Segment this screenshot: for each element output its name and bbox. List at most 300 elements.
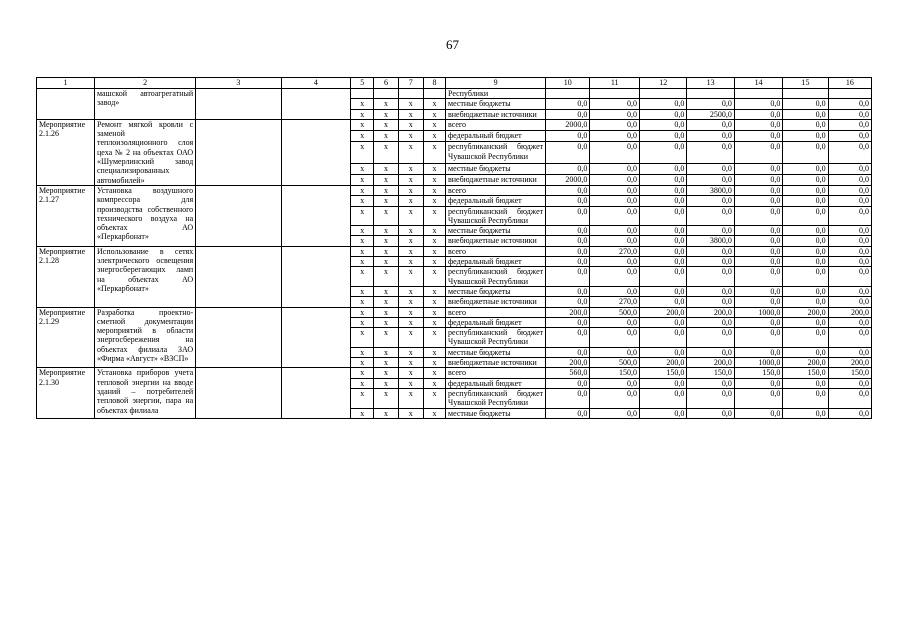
value-cell: 2000,0 — [546, 119, 590, 130]
description-cell: Установка воздушного компрессора для производства собственного технического воздуха на объектах АО «Перкарбонат» — [94, 185, 195, 246]
code-mark-cell: х — [423, 236, 445, 246]
value-cell: 0,0 — [828, 185, 871, 195]
value-cell: 0,0 — [828, 257, 871, 267]
value-cell: 0,0 — [783, 163, 828, 174]
value-cell: 150,0 — [687, 368, 734, 378]
value-cell: 0,0 — [590, 196, 640, 206]
value-cell: 270,0 — [590, 297, 640, 307]
description-cell: Использование в сетях электрического освещения энергосберегающих ламп на объектах АО «Перкарбонат» — [94, 246, 195, 307]
code-mark-cell: х — [374, 408, 398, 418]
code-mark-cell: х — [351, 328, 374, 348]
value-cell: 0,0 — [734, 267, 782, 287]
funding-source-cell: всего — [446, 119, 546, 130]
description-cell: машской автоагрегатный завод» — [94, 89, 195, 120]
code-mark-cell: х — [398, 358, 423, 368]
column-number-cell: 14 — [734, 78, 782, 89]
value-cell: 0,0 — [687, 388, 734, 408]
empty-cell — [196, 89, 281, 120]
value-cell: 0,0 — [734, 163, 782, 174]
table-row — [37, 185, 872, 195]
column-number-cell: 6 — [374, 78, 398, 89]
value-cell: 0,0 — [687, 378, 734, 388]
funding-source-cell: местные бюджеты — [446, 286, 546, 296]
code-mark-cell: х — [351, 226, 374, 236]
value-cell: 0,0 — [687, 286, 734, 296]
code-mark-cell: х — [374, 185, 398, 195]
value-cell: 0,0 — [546, 236, 590, 246]
table-row — [37, 119, 872, 130]
code-mark-cell: х — [423, 119, 445, 130]
table-row — [37, 89, 872, 99]
value-cell: 0,0 — [687, 142, 734, 163]
value-cell: 0,0 — [546, 297, 590, 307]
column-number-cell: 12 — [639, 78, 686, 89]
value-cell: 500,0 — [590, 358, 640, 368]
value-cell: 0,0 — [590, 185, 640, 195]
value-cell: 0,0 — [639, 196, 686, 206]
value-cell: 0,0 — [783, 257, 828, 267]
code-mark-cell: х — [423, 297, 445, 307]
value-cell: 0,0 — [734, 328, 782, 348]
value-cell: 0,0 — [687, 257, 734, 267]
value-cell: 0,0 — [687, 347, 734, 357]
code-mark-cell: х — [398, 119, 423, 130]
value-cell: 0,0 — [783, 226, 828, 236]
value-cell: 0,0 — [639, 246, 686, 256]
empty-cell — [281, 368, 351, 418]
value-cell: 0,0 — [783, 131, 828, 142]
value-cell: 3800,0 — [687, 185, 734, 195]
value-cell: 0,0 — [546, 286, 590, 296]
value-cell: 0,0 — [590, 131, 640, 142]
value-cell: 0,0 — [828, 206, 871, 226]
code-mark-cell: х — [398, 368, 423, 378]
code-mark-cell: х — [423, 347, 445, 357]
value-cell: 0,0 — [546, 99, 590, 109]
funding-source-cell: федеральный бюджет — [446, 257, 546, 267]
value-cell: 0,0 — [687, 226, 734, 236]
measure-cell: Мероприятие 2.1.26 — [37, 119, 95, 185]
value-cell: 0,0 — [546, 328, 590, 348]
code-mark-cell: х — [351, 246, 374, 256]
value-cell: 0,0 — [590, 206, 640, 226]
code-mark-cell: х — [423, 196, 445, 206]
value-cell: 0,0 — [687, 131, 734, 142]
value-cell: 0,0 — [687, 328, 734, 348]
value-cell: 0,0 — [783, 196, 828, 206]
code-mark-cell — [398, 89, 423, 99]
code-mark-cell: х — [374, 246, 398, 256]
value-cell: 0,0 — [783, 317, 828, 327]
code-mark-cell: х — [423, 257, 445, 267]
value-cell: 0,0 — [639, 286, 686, 296]
code-mark-cell: х — [374, 347, 398, 357]
code-mark-cell: х — [423, 317, 445, 327]
value-cell: 0,0 — [828, 297, 871, 307]
funding-source-cell: республиканский бюджет Чувашской Республики — [446, 267, 546, 287]
funding-source-cell: всего — [446, 368, 546, 378]
value-cell: 0,0 — [639, 163, 686, 174]
value-cell: 0,0 — [828, 246, 871, 256]
code-mark-cell: х — [398, 206, 423, 226]
value-cell: 150,0 — [828, 368, 871, 378]
value-cell: 0,0 — [546, 226, 590, 236]
measure-cell: Мероприятие 2.1.30 — [37, 368, 95, 418]
column-number-cell: 13 — [687, 78, 734, 89]
value-cell: 0,0 — [783, 109, 828, 119]
column-number-cell: 11 — [590, 78, 640, 89]
value-cell: 0,0 — [687, 246, 734, 256]
code-mark-cell: х — [374, 267, 398, 287]
code-mark-cell: х — [398, 163, 423, 174]
value-cell: 0,0 — [734, 246, 782, 256]
code-mark-cell: х — [374, 174, 398, 185]
code-mark-cell: х — [398, 328, 423, 348]
code-mark-cell: х — [351, 119, 374, 130]
value-cell: 200,0 — [828, 358, 871, 368]
value-cell: 0,0 — [783, 206, 828, 226]
measure-cell: Мероприятие 2.1.28 — [37, 246, 95, 307]
empty-cell — [196, 246, 281, 307]
code-mark-cell: х — [374, 236, 398, 246]
code-mark-cell: х — [374, 317, 398, 327]
value-cell: 2000,0 — [546, 174, 590, 185]
value-cell: 0,0 — [590, 317, 640, 327]
value-cell: 0,0 — [783, 236, 828, 246]
funding-source-cell: местные бюджеты — [446, 408, 546, 418]
value-cell: 0,0 — [590, 408, 640, 418]
code-mark-cell: х — [351, 185, 374, 195]
code-mark-cell: х — [423, 185, 445, 195]
value-cell: 500,0 — [590, 307, 640, 317]
value-cell: 0,0 — [783, 174, 828, 185]
funding-source-cell: внебюджетные источники — [446, 358, 546, 368]
code-mark-cell: х — [351, 174, 374, 185]
value-cell: 0,0 — [783, 267, 828, 287]
value-cell: 0,0 — [734, 109, 782, 119]
code-mark-cell — [374, 89, 398, 99]
funding-source-cell: внебюджетные источники — [446, 297, 546, 307]
code-mark-cell: х — [398, 297, 423, 307]
value-cell: 0,0 — [734, 408, 782, 418]
value-cell: 0,0 — [828, 99, 871, 109]
code-mark-cell: х — [374, 163, 398, 174]
value-cell: 0,0 — [783, 408, 828, 418]
code-mark-cell: х — [423, 328, 445, 348]
value-cell: 0,0 — [734, 99, 782, 109]
code-mark-cell: х — [398, 246, 423, 256]
code-mark-cell: х — [374, 388, 398, 408]
value-cell: 0,0 — [639, 99, 686, 109]
code-mark-cell: х — [351, 163, 374, 174]
code-mark-cell: х — [423, 286, 445, 296]
value-cell: 0,0 — [687, 408, 734, 418]
value-cell: 0,0 — [734, 185, 782, 195]
code-mark-cell: х — [423, 109, 445, 119]
value-cell: 0,0 — [590, 328, 640, 348]
code-mark-cell: х — [374, 131, 398, 142]
value-cell: 0,0 — [639, 388, 686, 408]
value-cell — [828, 89, 871, 99]
value-cell: 0,0 — [734, 317, 782, 327]
funding-source-cell: федеральный бюджет — [446, 378, 546, 388]
value-cell: 0,0 — [783, 328, 828, 348]
funding-source-cell: внебюджетные источники — [446, 174, 546, 185]
value-cell: 0,0 — [639, 408, 686, 418]
value-cell: 0,0 — [687, 119, 734, 130]
code-mark-cell: х — [398, 257, 423, 267]
code-mark-cell: х — [374, 368, 398, 378]
code-mark-cell: х — [423, 226, 445, 236]
column-number-cell: 9 — [446, 78, 546, 89]
column-number-cell: 15 — [783, 78, 828, 89]
description-cell: Разработка проектно-сметной документации мероприятий в области энергосбережения на объектах филиала ЗАО «Фирма «Август» «ВЗСП» — [94, 307, 195, 368]
value-cell: 0,0 — [783, 246, 828, 256]
value-cell: 200,0 — [687, 307, 734, 317]
column-number-cell: 2 — [94, 78, 195, 89]
value-cell: 0,0 — [828, 267, 871, 287]
value-cell: 0,0 — [734, 206, 782, 226]
value-cell: 0,0 — [546, 317, 590, 327]
code-mark-cell: х — [398, 317, 423, 327]
code-mark-cell: х — [423, 267, 445, 287]
value-cell: 0,0 — [734, 297, 782, 307]
value-cell — [783, 89, 828, 99]
value-cell: 0,0 — [687, 297, 734, 307]
measure-cell — [37, 89, 95, 120]
measure-cell: Мероприятие 2.1.29 — [37, 307, 95, 368]
column-number-cell: 7 — [398, 78, 423, 89]
code-mark-cell: х — [398, 142, 423, 163]
code-mark-cell: х — [398, 378, 423, 388]
code-mark-cell: х — [398, 286, 423, 296]
funding-source-cell: всего — [446, 246, 546, 256]
value-cell: 0,0 — [734, 131, 782, 142]
value-cell: 0,0 — [783, 185, 828, 195]
value-cell: 0,0 — [639, 119, 686, 130]
value-cell: 0,0 — [828, 109, 871, 119]
code-mark-cell: х — [423, 99, 445, 109]
code-mark-cell: х — [423, 131, 445, 142]
value-cell: 0,0 — [639, 297, 686, 307]
value-cell: 0,0 — [639, 131, 686, 142]
value-cell: 0,0 — [546, 378, 590, 388]
code-mark-cell: х — [374, 358, 398, 368]
value-cell: 270,0 — [590, 246, 640, 256]
code-mark-cell: х — [398, 185, 423, 195]
value-cell: 1000,0 — [734, 358, 782, 368]
value-cell: 200,0 — [687, 358, 734, 368]
value-cell: 200,0 — [546, 307, 590, 317]
value-cell: 0,0 — [734, 174, 782, 185]
value-cell: 560,0 — [546, 368, 590, 378]
value-cell: 0,0 — [546, 206, 590, 226]
code-mark-cell: х — [398, 408, 423, 418]
code-mark-cell: х — [423, 307, 445, 317]
funding-source-cell: республиканский бюджет Чувашской Республики — [446, 206, 546, 226]
code-mark-cell: х — [398, 307, 423, 317]
code-mark-cell: х — [351, 236, 374, 246]
value-cell — [590, 89, 640, 99]
code-mark-cell: х — [374, 307, 398, 317]
value-cell: 0,0 — [828, 388, 871, 408]
table-row — [37, 368, 872, 378]
value-cell: 150,0 — [734, 368, 782, 378]
value-cell: 0,0 — [546, 267, 590, 287]
value-cell: 0,0 — [546, 109, 590, 119]
code-mark-cell: х — [351, 347, 374, 357]
value-cell: 0,0 — [783, 297, 828, 307]
value-cell: 0,0 — [687, 317, 734, 327]
value-cell: 150,0 — [783, 368, 828, 378]
code-mark-cell: х — [351, 286, 374, 296]
code-mark-cell: х — [374, 206, 398, 226]
value-cell: 0,0 — [783, 347, 828, 357]
value-cell: 0,0 — [734, 388, 782, 408]
code-mark-cell: х — [423, 246, 445, 256]
code-mark-cell: х — [351, 99, 374, 109]
empty-cell — [196, 307, 281, 368]
funding-source-cell: всего — [446, 307, 546, 317]
empty-cell — [281, 246, 351, 307]
value-cell: 0,0 — [546, 246, 590, 256]
value-cell: 200,0 — [783, 307, 828, 317]
value-cell: 0,0 — [546, 142, 590, 163]
value-cell: 0,0 — [546, 185, 590, 195]
value-cell: 0,0 — [639, 174, 686, 185]
code-mark-cell: х — [351, 307, 374, 317]
funding-source-cell: Республики — [446, 89, 546, 99]
value-cell: 0,0 — [639, 142, 686, 163]
funding-source-cell: республиканский бюджет Чувашской Республики — [446, 142, 546, 163]
value-cell: 150,0 — [590, 368, 640, 378]
value-cell: 200,0 — [639, 307, 686, 317]
value-cell — [687, 89, 734, 99]
empty-cell — [281, 307, 351, 368]
value-cell: 0,0 — [783, 286, 828, 296]
code-mark-cell: х — [398, 99, 423, 109]
code-mark-cell: х — [351, 257, 374, 267]
value-cell: 0,0 — [546, 347, 590, 357]
code-mark-cell — [351, 89, 374, 99]
funding-source-cell: всего — [446, 185, 546, 195]
code-mark-cell: х — [423, 163, 445, 174]
value-cell: 0,0 — [546, 408, 590, 418]
value-cell: 0,0 — [734, 347, 782, 357]
value-cell: 0,0 — [687, 99, 734, 109]
value-cell — [734, 89, 782, 99]
code-mark-cell: х — [351, 142, 374, 163]
code-mark-cell: х — [423, 408, 445, 418]
code-mark-cell: х — [374, 196, 398, 206]
column-number-cell: 4 — [281, 78, 351, 89]
value-cell: 1000,0 — [734, 307, 782, 317]
value-cell: 0,0 — [828, 408, 871, 418]
value-cell: 0,0 — [828, 286, 871, 296]
funding-source-cell: местные бюджеты — [446, 163, 546, 174]
value-cell: 200,0 — [783, 358, 828, 368]
value-cell: 0,0 — [828, 174, 871, 185]
code-mark-cell: х — [351, 378, 374, 388]
value-cell: 0,0 — [590, 388, 640, 408]
value-cell: 0,0 — [639, 226, 686, 236]
code-mark-cell: х — [398, 196, 423, 206]
measure-cell: Мероприятие 2.1.27 — [37, 185, 95, 246]
code-mark-cell: х — [351, 206, 374, 226]
code-mark-cell: х — [351, 358, 374, 368]
code-mark-cell: х — [351, 131, 374, 142]
table-row — [37, 307, 872, 317]
code-mark-cell: х — [351, 109, 374, 119]
empty-cell — [281, 119, 351, 185]
column-number-cell: 5 — [351, 78, 374, 89]
value-cell: 3800,0 — [687, 236, 734, 246]
code-mark-cell: х — [398, 347, 423, 357]
code-mark-cell: х — [423, 378, 445, 388]
code-mark-cell: х — [423, 206, 445, 226]
empty-cell — [196, 119, 281, 185]
budget-table — [36, 77, 872, 419]
column-number-row — [37, 78, 872, 89]
column-number-cell: 3 — [196, 78, 281, 89]
code-mark-cell: х — [374, 257, 398, 267]
value-cell: 0,0 — [590, 257, 640, 267]
code-mark-cell: х — [398, 131, 423, 142]
value-cell: 0,0 — [828, 378, 871, 388]
value-cell: 0,0 — [590, 267, 640, 287]
value-cell: 0,0 — [590, 119, 640, 130]
description-cell: Установка приборов учета тепловой энергии на вводе зданий – потребителей тепловой энергии, пара на объектах филиала — [94, 368, 195, 418]
value-cell: 0,0 — [590, 378, 640, 388]
code-mark-cell: х — [374, 286, 398, 296]
code-mark-cell: х — [374, 109, 398, 119]
code-mark-cell: х — [351, 408, 374, 418]
code-mark-cell: х — [398, 109, 423, 119]
value-cell: 0,0 — [590, 142, 640, 163]
value-cell: 0,0 — [734, 119, 782, 130]
value-cell: 0,0 — [734, 378, 782, 388]
value-cell: 0,0 — [546, 196, 590, 206]
empty-cell — [196, 185, 281, 246]
value-cell: 0,0 — [639, 328, 686, 348]
code-mark-cell: х — [351, 267, 374, 287]
column-number-cell: 1 — [37, 78, 95, 89]
value-cell: 0,0 — [734, 226, 782, 236]
code-mark-cell: х — [374, 99, 398, 109]
value-cell: 0,0 — [590, 174, 640, 185]
value-cell: 0,0 — [783, 99, 828, 109]
value-cell: 0,0 — [639, 109, 686, 119]
value-cell: 0,0 — [828, 226, 871, 236]
value-cell: 0,0 — [590, 347, 640, 357]
value-cell: 0,0 — [546, 131, 590, 142]
value-cell: 0,0 — [734, 196, 782, 206]
code-mark-cell: х — [423, 368, 445, 378]
value-cell: 0,0 — [734, 236, 782, 246]
funding-source-cell: местные бюджеты — [446, 226, 546, 236]
table-row — [37, 246, 872, 256]
value-cell: 0,0 — [687, 163, 734, 174]
code-mark-cell: х — [351, 196, 374, 206]
value-cell: 2500,0 — [687, 109, 734, 119]
value-cell: 0,0 — [828, 328, 871, 348]
description-cell: Ремонт мягкой кровли с заменой теплоизоляционного слоя цеха № 2 на объектах ОАО «Шумерлинский завод специализированных автомобилей» — [94, 119, 195, 185]
value-cell: 0,0 — [590, 226, 640, 236]
code-mark-cell: х — [374, 119, 398, 130]
value-cell: 0,0 — [546, 163, 590, 174]
value-cell: 0,0 — [639, 267, 686, 287]
code-mark-cell: х — [351, 388, 374, 408]
